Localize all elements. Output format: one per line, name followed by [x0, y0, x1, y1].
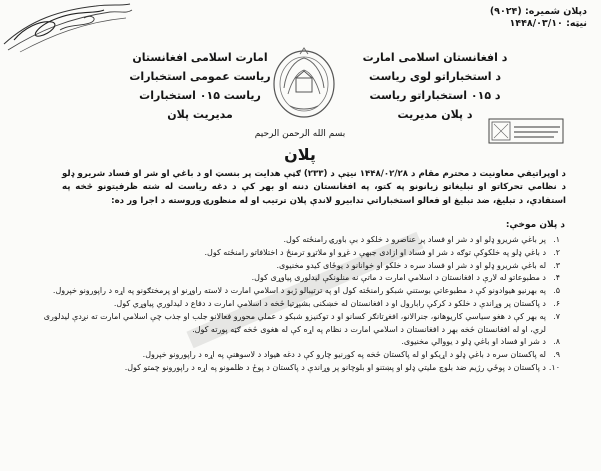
- item-number: ۱.: [553, 235, 560, 244]
- letterhead-pashto-line: د ۰۱۵ استخباراتو ریاست: [369, 89, 501, 102]
- item-number: ۸.: [553, 337, 560, 347]
- letterhead-pashto-line: د استخباراتو لوی ریاست: [368, 70, 502, 83]
- item-number: ۲.: [553, 247, 560, 257]
- item-text: له باغي شریرو ډلو او د شر او فساد سره د خلکو او خوانانو د یوځای کیدو مخنیوی.: [276, 260, 546, 270]
- list-item: [30, 260, 560, 273]
- list-item: [30, 285, 560, 298]
- list-item: [30, 336, 560, 349]
- basmala: بسم الله الرحمن الرحیم: [254, 129, 346, 139]
- item-number: ۴.: [553, 273, 560, 283]
- item-text: پر باغي شریرو ډلو او د شر او فساد پر عناصرو د خلکو د بې باورۍ رامنځته کول.: [283, 235, 546, 244]
- state-emblem-icon: [270, 44, 338, 120]
- section-label: د پلان موخې:: [505, 220, 565, 230]
- letterhead-dari-line: مدیریت پلان: [167, 108, 233, 121]
- list-item: [30, 362, 560, 375]
- item-number: ۷.: [553, 311, 560, 321]
- item-number: ۳.: [553, 260, 560, 270]
- list-item: [30, 247, 560, 260]
- plan-number: دپلان شمیره: (۹۰۲۴): [489, 6, 587, 17]
- item-number: ۶.: [553, 298, 560, 308]
- item-text: د پاکستان پر وړاندې د خلکو د کرکې رابارول او د افغانستان له خښکنی بشپړتیا څخه د اسلامي امارت د دفاع د لیدلوري پیاوړي کول.: [113, 298, 546, 308]
- letterhead-pashto-line: د افغانستان اسلامی امارت: [362, 51, 508, 64]
- item-text: په بهر کې د هغو سیاسي کاریوهانو، جنرالانو، افغړتانګر کسانو او د توکنیزو شبکو د عملي محورو فعالانو جلب او جذب چې اسلامي امارت ته نږدې لیدلوری لري، او له افغانستان څخه بهر د افغانستان د اسلامي امارت د نظام په اړه کې له هغوی څخه ګټه پورته کول.: [43, 311, 546, 334]
- item-text: د مطبوعاتو له لارې د افغانستان د اسلامي امارت د ماتې نه منلونکې لیدلوری پیاوړی کول.: [251, 273, 546, 283]
- letterhead-dari: [125, 48, 275, 124]
- reference-block: [437, 6, 587, 30]
- item-number: ۹.: [553, 350, 560, 360]
- objectives-list: [30, 234, 560, 375]
- list-item: [30, 272, 560, 285]
- item-text: له پاکستان سره د باغي ډلو د اړیکو او له پاکستان څخه په کورنیو چارو کې د دغه هیواد د لاسوهنې په اړه د راپورونو خپرول.: [142, 350, 546, 360]
- letterhead-pashto-line: د پلان مدیریت: [397, 108, 473, 121]
- list-item: [30, 234, 560, 247]
- signature-scribble: [0, 0, 140, 56]
- item-text: په بهرنیو هیوادونو کې د مطبوعاتي بوستني شبکو رامنځته کول او په ترتیبالو ژبو د اسلامي امارت د لاسته راوړنو او پرمختګونو په اړه د راپورونو خپرول.: [52, 286, 546, 296]
- item-text: د باغي ډلو په خلکوکې توګه د شر او فساد او ازادی جبهې د غړو او ملاتړو ترمنځ د اختلافاتو رامنځته کول.: [204, 247, 546, 257]
- plan-date: نیټه: ۱۴۴۸/۰۳/۱۰: [509, 18, 587, 29]
- letterhead-pashto: [360, 48, 510, 124]
- office-stamp: [488, 118, 564, 144]
- letterhead-dari-line: امارت اسلامی افغانستان: [132, 51, 268, 64]
- document-title: پلان: [284, 145, 316, 164]
- letterhead-dari-line: ریاست ۰۱۵ استخبارات: [139, 89, 261, 102]
- item-number: ۱۰.: [548, 362, 560, 372]
- item-text: د شر او فساد او باغي ډلو د یووالي مخنیوی.: [401, 337, 546, 347]
- list-item: [30, 311, 560, 337]
- intro-paragraph: د اوپراتیفي معاونیت د محترم مقام د ۱۴۴۸/۰۲/۲۸ نیټې د (۲۳۳) ګڼې هدایت پر بنسټ او د باغي او شر او فساد شریرو ډلو د نظامي تحرکاتو او تبلیغاتو زیانونو په کتو، په افغانستان دننه او بهر کې د دغه ریاست له شته ظرفیتونو څخه په استفادې، د تبلیغ، ضد تبلیغ او فعالو استخباراتي تدابیرو لاندې پلان ترتیب او له منظورۍ وروسته د اجرا ور ده:: [62, 169, 566, 206]
- list-item: [30, 349, 560, 362]
- list-item: [30, 298, 560, 311]
- letterhead-dari-line: ریاست عمومی استخبارات: [129, 70, 271, 83]
- item-text: د پاکستان د پوځي رژیم ضد بلوچ ملیتي ډلو او پښتنو او بلوچانو پر وړاندې د پاکستان د پوځ د ظلمونو په اړه د راپورونو چمتو کول.: [124, 362, 546, 372]
- item-number: ۵.: [553, 286, 560, 296]
